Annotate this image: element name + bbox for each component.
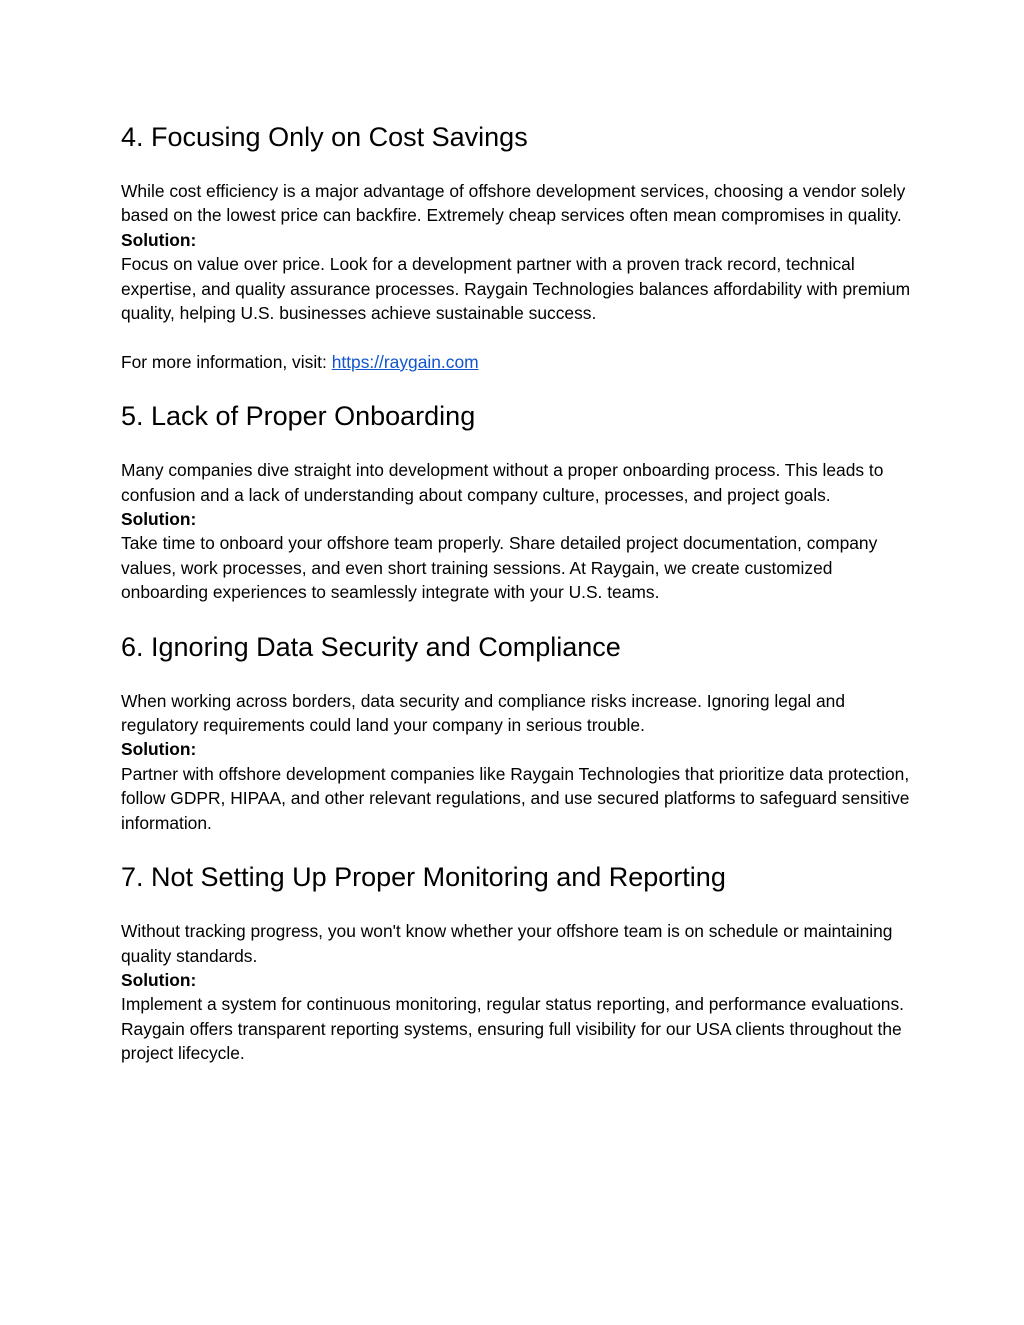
document-content (121, 119, 911, 1066)
solution-text: Implement a system for continuous monitoring, regular status reporting, and performance evaluations. Raygain offers transparent reporting systems, ensuring full visibility for our USA clients throughout the project lifecycle. (121, 994, 904, 1064)
section-heading: 6. Ignoring Data Security and Compliance (121, 631, 621, 662)
section-heading: 4. Focusing Only on Cost Savings (121, 122, 528, 152)
solution-label: Solution: (121, 229, 197, 250)
section-heading: 5. Lack of Proper Onboarding (121, 401, 476, 432)
more-info-prefix: For more information, visit: (121, 351, 332, 372)
solution-text: Focus on value over price. Look for a development partner with a proven track record, technical expertise, and quality assurance processes. Raygain Technologies balances affordability with premium quality, helping U.S. businesses achieve sustainable success. (121, 254, 911, 324)
paragraph-spacer (121, 325, 911, 349)
problem-text: While cost efficiency is a major advantage of offshore development services, choosing a vendor solely based on the lowest price can backfire. Extremely cheap services often mean compromises in quality. (121, 181, 906, 226)
solution-text: Take time to onboard your offshore team properly. Share detailed project documentation, company values, work processes, and even short training sessions. At Raygain, we create customized onboarding experiences to seamlessly integrate with your U.S. teams. (121, 533, 878, 603)
section-onboarding (121, 398, 911, 604)
solution-label: Solution: (121, 969, 197, 990)
problem-text: When working across borders, data security and compliance risks increase. Ignoring legal and regulatory requirements could land your company in serious trouble. (121, 690, 846, 736)
problem-text: Without tracking progress, you won't know whether your offshore team is on schedule or maintaining quality standards. (121, 921, 893, 966)
raygain-link[interactable]: https://raygain.com (331, 351, 479, 372)
more-info-line (121, 350, 911, 374)
problem-text: Many companies dive straight into development without a proper onboarding process. This leads to confusion and a lack of understanding about company culture, processes, and project goals. (121, 460, 884, 505)
solution-text: Partner with offshore development companies like Raygain Technologies that prioritize data protection, follow GDPR, HIPAA, and other relevant regulations, and use secured platforms to safeguard sensitive information. (121, 763, 910, 833)
section-data-security (121, 629, 911, 835)
section-cost-savings (121, 119, 911, 374)
solution-label: Solution: (121, 509, 197, 530)
section-monitoring (121, 859, 911, 1065)
section-heading: 7. Not Setting Up Proper Monitoring and Reporting (121, 862, 726, 893)
solution-label: Solution: (121, 739, 197, 760)
